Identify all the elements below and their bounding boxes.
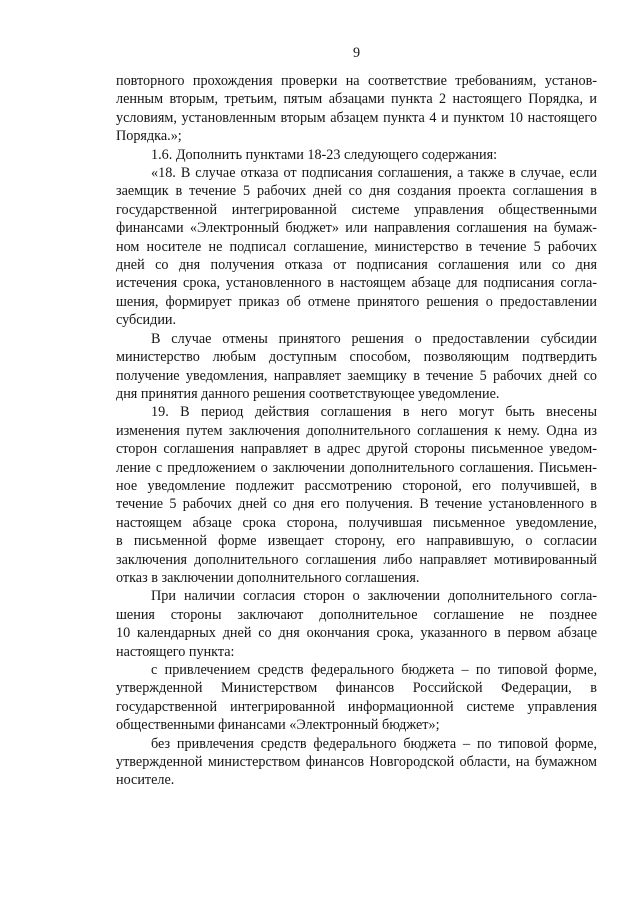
text-line: 10 календарных дней со дня окончания срока, указанного в первом абзаце: [116, 625, 597, 642]
text-line: шения, формирует приказ об отмене принятого решения о предоставлении: [116, 293, 597, 310]
text-line: шения стороны заключают дополнительное соглашение не позднее: [116, 606, 597, 623]
page-number: 9: [352, 45, 361, 61]
text-line: ленным вторым, третьим, пятым абзацами пункта 2 настоящего Порядка, и: [116, 91, 597, 108]
text-line: заемщик в течение 5 рабочих дней со дня создания проекта соглашения в: [116, 183, 597, 200]
text-line: течение 5 рабочих дней со дня его получения. В течение установленного в: [116, 496, 597, 513]
text-line: утвержденной министерством финансов Новгородской области, на бумажном: [116, 754, 597, 771]
text-line: Порядка.»;: [116, 128, 182, 145]
text-line: ное уведомление подлежит рассмотрению стороной, его получившей, в: [116, 477, 597, 494]
item-18-paragraph: [116, 164, 597, 330]
text-line: 19. В период действия соглашения в него могут быть внесены: [151, 404, 597, 421]
text-line: В случае отмены принятого решения о предоставлении субсидии: [151, 330, 597, 347]
text-line: заключения дополнительного соглашения либо направляет мотивированный: [116, 551, 597, 568]
text-line: истечения срока, установленного в настоящем абзаце для подписания согла-: [116, 275, 597, 292]
text-line: получение уведомления, направляет заемщику в течение 5 рабочих дней со: [116, 367, 597, 384]
paragraph-continuation: [116, 72, 597, 146]
text-line: министерство любым доступным способом, позволяющим подтвердить: [116, 349, 597, 366]
item-19-paragraph: [116, 403, 597, 587]
document-body: [116, 72, 597, 790]
text-line: государственной интегрированной системе управления общественными: [116, 201, 597, 218]
text-line: настоящем абзаце срока сторона, получившая письменное уведомление,: [116, 514, 597, 531]
text-line: с привлечением средств федерального бюджета – по типовой форме,: [151, 662, 597, 678]
text-line: дней со дня получения отказа от подписания соглашения или со дня: [116, 257, 597, 274]
item-19-agreement-terms-paragraph: [116, 587, 597, 661]
text-line: отказ в заключении дополнительного соглашения.: [116, 569, 420, 586]
regional-budget-option-paragraph: [116, 735, 597, 790]
text-line: изменения путем заключения дополнительного соглашения к нему. Одна из: [116, 422, 597, 439]
amendment-intro-paragraph: [116, 146, 597, 164]
text-line: повторного прохождения проверки на соответствие требованиям, установ-: [116, 73, 597, 89]
text-line: в письменной форме извещает сторону, его направившую, о согласии: [116, 533, 597, 550]
text-line: 1.6. Дополнить пунктами 18-23 следующего содержания:: [151, 146, 498, 163]
text-line: субсидии.: [116, 312, 177, 329]
text-line: дня принятия данного решения соответствующее уведомление.: [116, 385, 500, 402]
text-line: условиям, установленным вторым абзацем пункта 4 и пунктом 10 настоящего: [116, 109, 597, 126]
text-line: ном носителе не подписал соглашение, министерство в течение 5 рабочих: [116, 238, 597, 255]
text-line: государственной интегрированной информационной системе управления: [116, 698, 597, 715]
text-line: общественными финансами «Электронный бюджет»;: [116, 717, 440, 734]
federal-budget-option-paragraph: [116, 661, 597, 735]
text-line: финансами «Электронный бюджет» или направления соглашения на бумаж-: [116, 220, 597, 237]
text-line: утвержденной Министерством финансов Российской Федерации, в: [116, 680, 597, 697]
text-line: носителе.: [116, 772, 175, 789]
item-18-cancellation-notice-paragraph: [116, 330, 597, 404]
text-line: ление с предложением о заключении дополнительного соглашения. Письмен-: [116, 459, 597, 476]
text-line: «18. В случае отказа от подписания соглашения, а также в случае, если: [151, 165, 597, 182]
text-line: При наличии согласия сторон о заключении дополнительного согла-: [151, 588, 597, 605]
text-line: без привлечения средств федерального бюджета – по типовой форме,: [151, 735, 597, 752]
text-line: настоящего пункта:: [116, 643, 235, 660]
text-line: сторон соглашения направляет в адрес другой стороны письменное уведом-: [116, 441, 597, 458]
